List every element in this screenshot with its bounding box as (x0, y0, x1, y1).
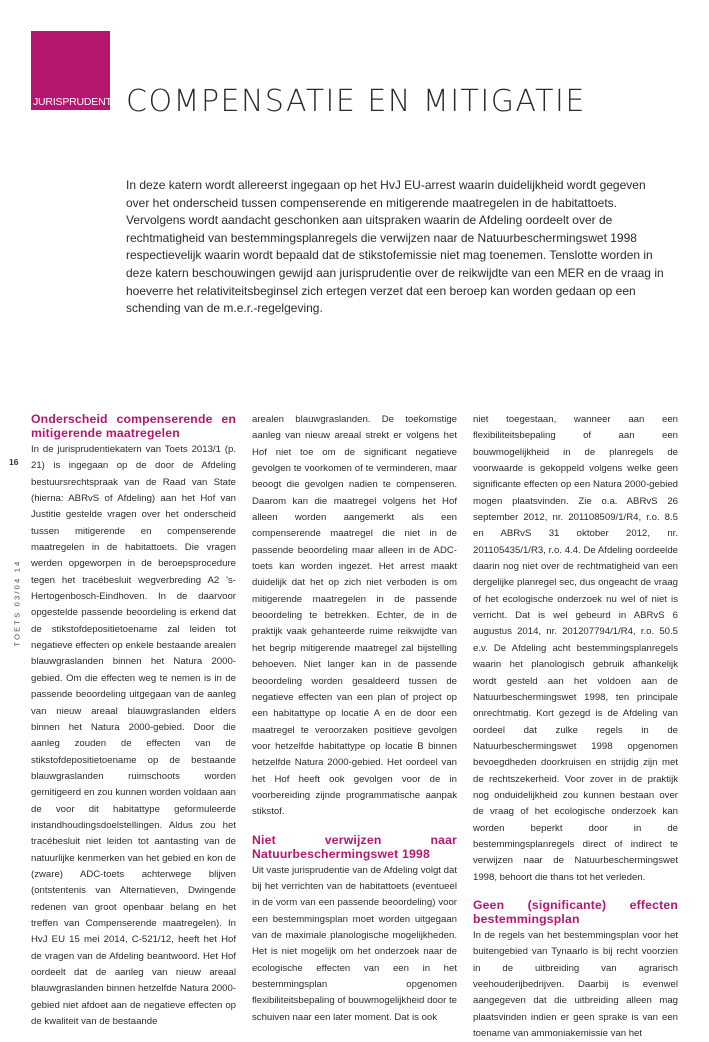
column-3 (473, 412, 678, 1042)
section-label: JURISPRUDENTIE (33, 96, 122, 108)
page-title: COMPENSATIE EN MITIGATIE (126, 84, 586, 119)
section-heading-compensatie: Onderscheid compenserende en mitigerende maatregelen (31, 412, 236, 440)
column-2 (252, 412, 457, 1026)
body-text: In de jurisprudentiekatern van Toets 2013/1 (p. 21) is ingegaan op de door de Afdeling bestuursrechtspraak van de Raad van State (hierna: ABRvS of Afdeling) aan het Hof van Justitie gestelde vragen over het onderscheid tussen mitigerende en compenserende maatregelen in de habitattoets. Die vragen werden opgeworpen in de beroepsprocedure tegen het tracébesluit wegverbreding A2 's-Hertogenbosch-Eindhoven. In de daarvoor opgestelde passende beoordeling is erkend dat de stikstofdepositietoename zal leiden tot negatieve effecten op enkele bestaande arealen blauwgraslanden binnen het Natura 2000-gebied. Om die effecten weg te nemen is in de passende beoordeling uitgegaan van de aanleg van nieuw areaal blauwgraslanden elders binnen het Natura 2000-gebied. Door die aanleg zouden de effecten van de stikstofdepositietoename op de bestaande blauwgraslanden ruimschoots worden gemitigeerd en zou kunnen worden voldaan aan de voor dit habitattype geformuleerde instandhoudingsdoelstellingen. Aldus zou het tracébesluit niet leiden tot aantasting van de natuurlijke kenmerken van het gebied en kon de (zware) ADC-toets achterwege blijven (ontstentenis van Alternatieven, Dwingende redenen van groot openbaar belang en het treffen van Compenserende maatregelen). In HvJ EU 15 mei 2014, C-521/12, heeft het Hof de vragen van de Afdeling beantwoord. Het Hof oordeelt dat de aanleg van nieuw areaal blauwgraslanden binnen hetzelfde Natura 2000-gebied niet afdoet aan de negatieve effecten op de kwaliteit van de bestaande (31, 444, 236, 1028)
running-title: TOETS 03/04 14 (12, 559, 22, 647)
body-text: niet toegestaan, wanneer aan een flexibiliteitsbepaling of aan een bouwmogelijkheid in de planregels de voorwaarde is gekoppeld volgens welke geen significante effecten op een Natura 2000-gebied mogen plaatsvinden. Zie o.a. ABRvS 26 september 2012, nr. 201108509/1/R4, r.o. 8.5 en ABRvS 31 oktober 2012, nr. 201105435/1/R3, r.o. 4.4. De Afdeling oordeelde daarin nog niet over de rechtmatigheid van een dergelijke planregel sec, dus ongeacht de vraag of het ecologische onderzoek nu wel of niet is verricht. Dat is wel gebeurd in ABRvS 6 augustus 2014, nr. 201207794/1/R4, r.o. 50.5 e.v. De Afdeling acht bestemmingsplanregels waarin het planologisch gebruik afhankelijk wordt gesteld aan het voldoen aan de Natuurbeschermingswet 1998, ten principale onrechtmatig. Kort gezegd is de Afdeling van oordeel dat zulke regels in de Natuurbeschermingswet 1998 opgenomen bevoegdheden doorkruisen en strijdig zijn met de rechtszekerheid. Voor zover in de praktijk nog onduidelijkheid zou kunnen bestaan over de vraag of het ecologische onderzoek kan worden beperkt door in de bestemmingsplanregels direct of indirect te verwijzen naar de Natuurbeschermingswet 1998, behoort die thans tot het verleden. (473, 414, 678, 883)
section-heading-nbw: Niet verwijzen naar Natuurbeschermingswet 1998 (252, 832, 457, 861)
intro-paragraph: In deze katern wordt allereerst ingegaan op het HvJ EU-arrest waarin duidelijkheid wordt gegeven over het onderscheid tussen compenserende en mitigerende maatregelen in de habitattoets. Vervolgens wordt aandacht geschonken aan uitspraken waarin de Afdeling oordeelt over de rechtmatigheid van bestemmingsplanregels die verwijzen naar de Natuurbeschermingswet 1998 respectievelijk waarin wordt bepaald dat de stikstofemissie niet mag toenemen. Tenslotte worden in deze katern beschouwingen gewijd aan jurisprudentie over de reikwijdte van een MER en de vraag in hoeverre het relativiteitsbeginsel zich ertegen verzet dat een beroep kan worden gedaan op een schending van de m.e.r.-regelgeving. (126, 178, 664, 316)
section-heading-effecten: Geen (significante) effecten bestemmingsplan (473, 897, 678, 926)
column-1 (31, 412, 236, 1030)
body-text: arealen blauwgraslanden. De toekomstige aanleg van nieuw areaal strekt er volgens het Hof niet toe om de significant negatieve gevolgen te voorkomen of te verminderen, maar beoogt die gevolgen nadien te compenseren. Daarom kan die maatregel volgens het Hof alleen worden aangemerkt als een compenserende maatregel die niet in de passende beoordeling maar alleen in de ADC-toets kan worden ingezet. Het arrest maakt duidelijk dat het op zich niet verboden is om mitigerende maatregelen in de passende beoordeling te betrekken. Echter, de in de praktijk vaak gehanteerde ruime reikwijdte van het begrip mitigerende maatregel zal bijstelling behoeven. Niet langer kan in de passende beoordeling worden gesaldeerd tussen de negatieve effecten van een plan of project op een habitattype op locatie A en de door een maatregel te veroorzaken positieve gevolgen voor hetzelfde habitattype op locatie B binnen hetzelfde Natura 2000-gebied. Het oordeel van het Hof heeft ook gevolgen voor de in voorbereiding zijnde programmatische aanpak stikstof. (252, 414, 457, 818)
body-text: In de regels van het bestemmingsplan voor het buitengebied van Tynaarlo is bij recht voorzien in de uitbreiding van agrarisch veehouderijbedrijven. Daarbij is evenwel aangegeven dat die uitbreiding alleen mag plaatsvinden indien er geen sprake is van een toename van ammoniakemissie van het (473, 929, 678, 1040)
page-number: 16 (9, 457, 19, 467)
body-text: Uit vaste jurisprudentie van de Afdeling volgt dat bij het verrichten van de habitattoets (eventueel in de vorm van een passende beoordeling) voor een bestemmingsplan moet worden uitgegaan van de maximale planologische mogelijkheden. Het is niet mogelijk om het onderzoek naar de ecologische effecten van een in het bestemmingsplan opgenomen flexibiliteitsbepaling of bouwmogelijkheid door te schuiven naar een later moment. Dat is ook (252, 864, 457, 1023)
